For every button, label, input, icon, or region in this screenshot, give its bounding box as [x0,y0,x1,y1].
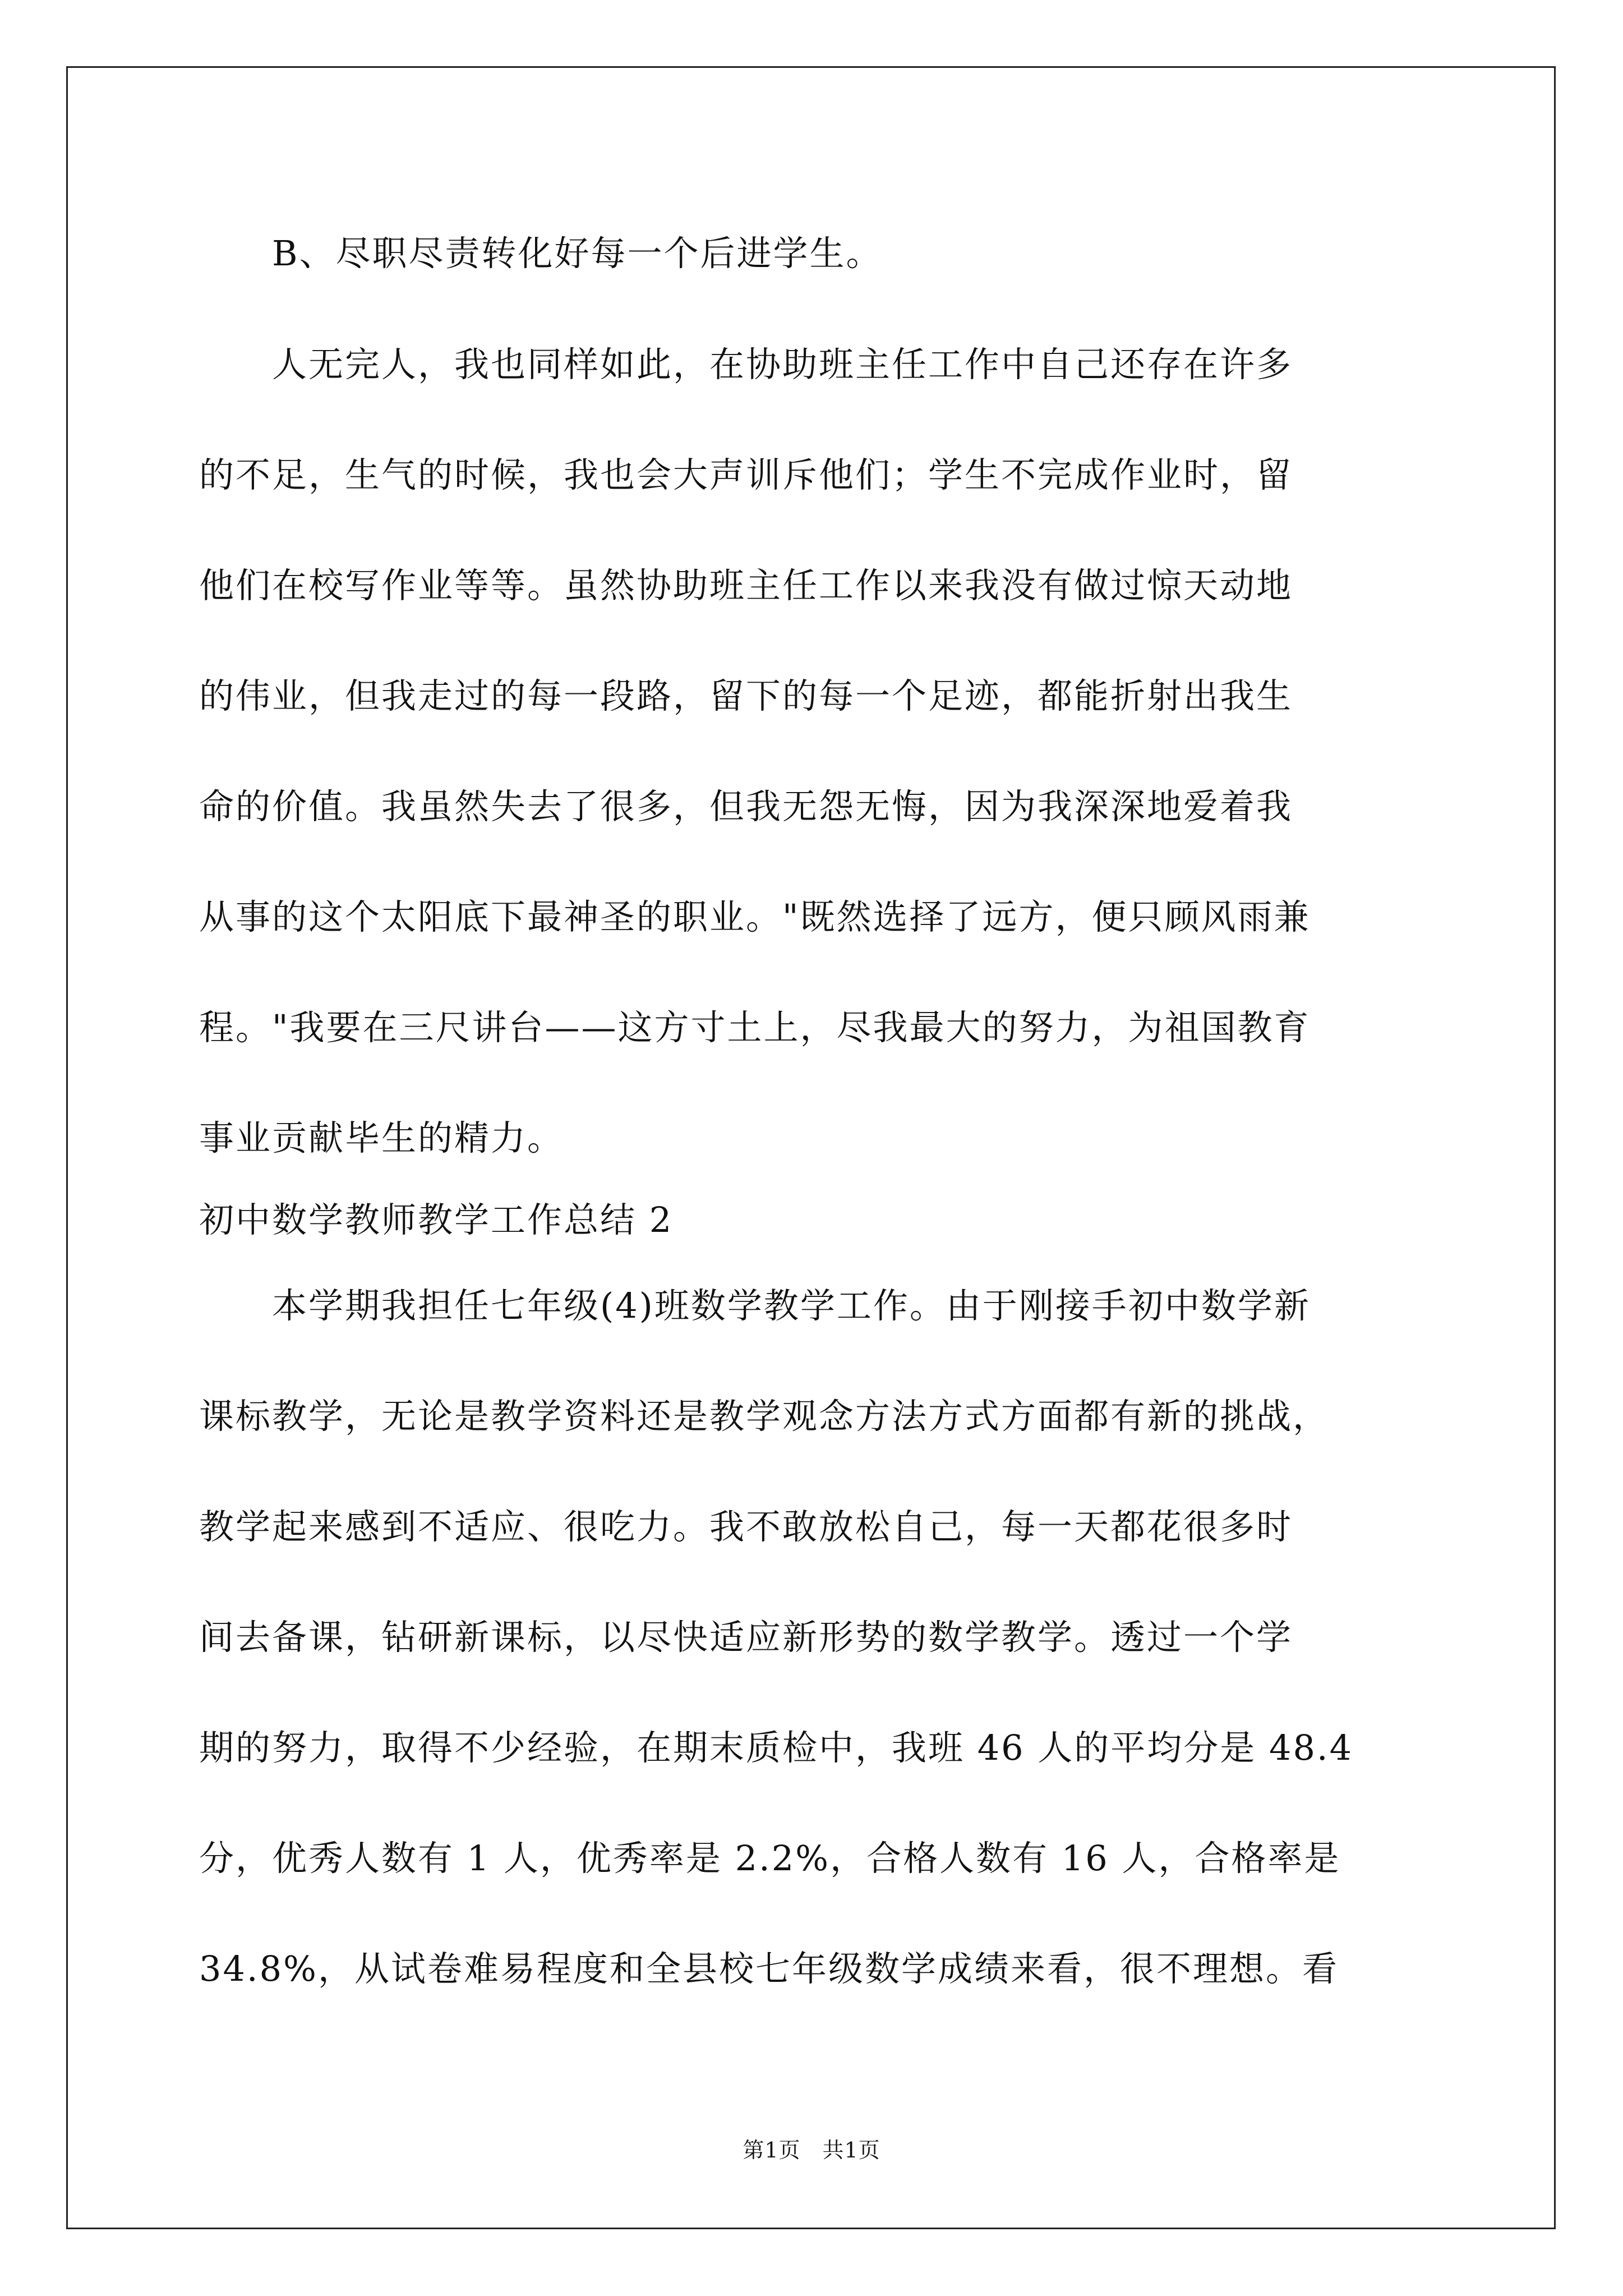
paragraph-line: 34.8%，从试卷难易程度和全县校七年级数学成绩来看，很不理想。看 [199,1948,1339,1989]
paragraph-line: 课标教学，无论是教学资料还是教学观念方法方式方面都有新的挑战， [199,1396,1330,1437]
paragraph-line: 的不足，生气的时候，我也会大声训斥他们；学生不完成作业时，留 [199,454,1293,495]
paragraph-line: 教学起来感到不适应、很吃力。我不敢放松自己，每一天都花很多时 [199,1506,1293,1547]
paragraph-line: 的伟业，但我走过的每一段路，留下的每一个足迹，都能折射出我生 [199,675,1293,716]
paragraph-line: 命的价值。我虽然失去了很多，但我无怨无悔，因为我深深地爱着我 [199,786,1293,827]
paragraph-line: 分，优秀人数有 1 人，优秀率是 2.2%，合格人数有 16 人，合格率是 [199,1838,1341,1879]
paragraph-line: 本学期我担任七年级(4)班数学教学工作。由于刚接手初中数学新 [199,1285,1311,1326]
paragraph-line: 他们在校写作业等等。虽然协助班主任工作以来我没有做过惊天动地 [199,565,1293,606]
paragraph-line: 程。"我要在三尺讲台——这方寸土上，尽我最大的努力，为祖国教育 [199,1007,1311,1048]
paragraph-line: 事业贡献毕生的精力。 [199,1117,564,1158]
paragraph-line: 从事的这个太阳底下最神圣的职业。"既然选择了远方，便只顾风雨兼 [199,896,1311,937]
page-footer: 第1页 共1页 [743,2138,880,2162]
paragraph-line: 期的努力，取得不少经验，在期末质检中，我班 46 人的平均分是 48.4 [199,1727,1354,1768]
section-heading: 初中数学教师教学工作总结 2 [199,1199,674,1240]
paragraph-line: 人无完人，我也同样如此，在协助班主任工作中自己还存在许多 [199,344,1293,385]
paragraph-line: B、尽职尽责转化好每一个后进学生。 [199,233,883,274]
paragraph-line: 间去备课，钻研新课标，以尽快适应新形势的数学教学。透过一个学 [199,1617,1293,1658]
